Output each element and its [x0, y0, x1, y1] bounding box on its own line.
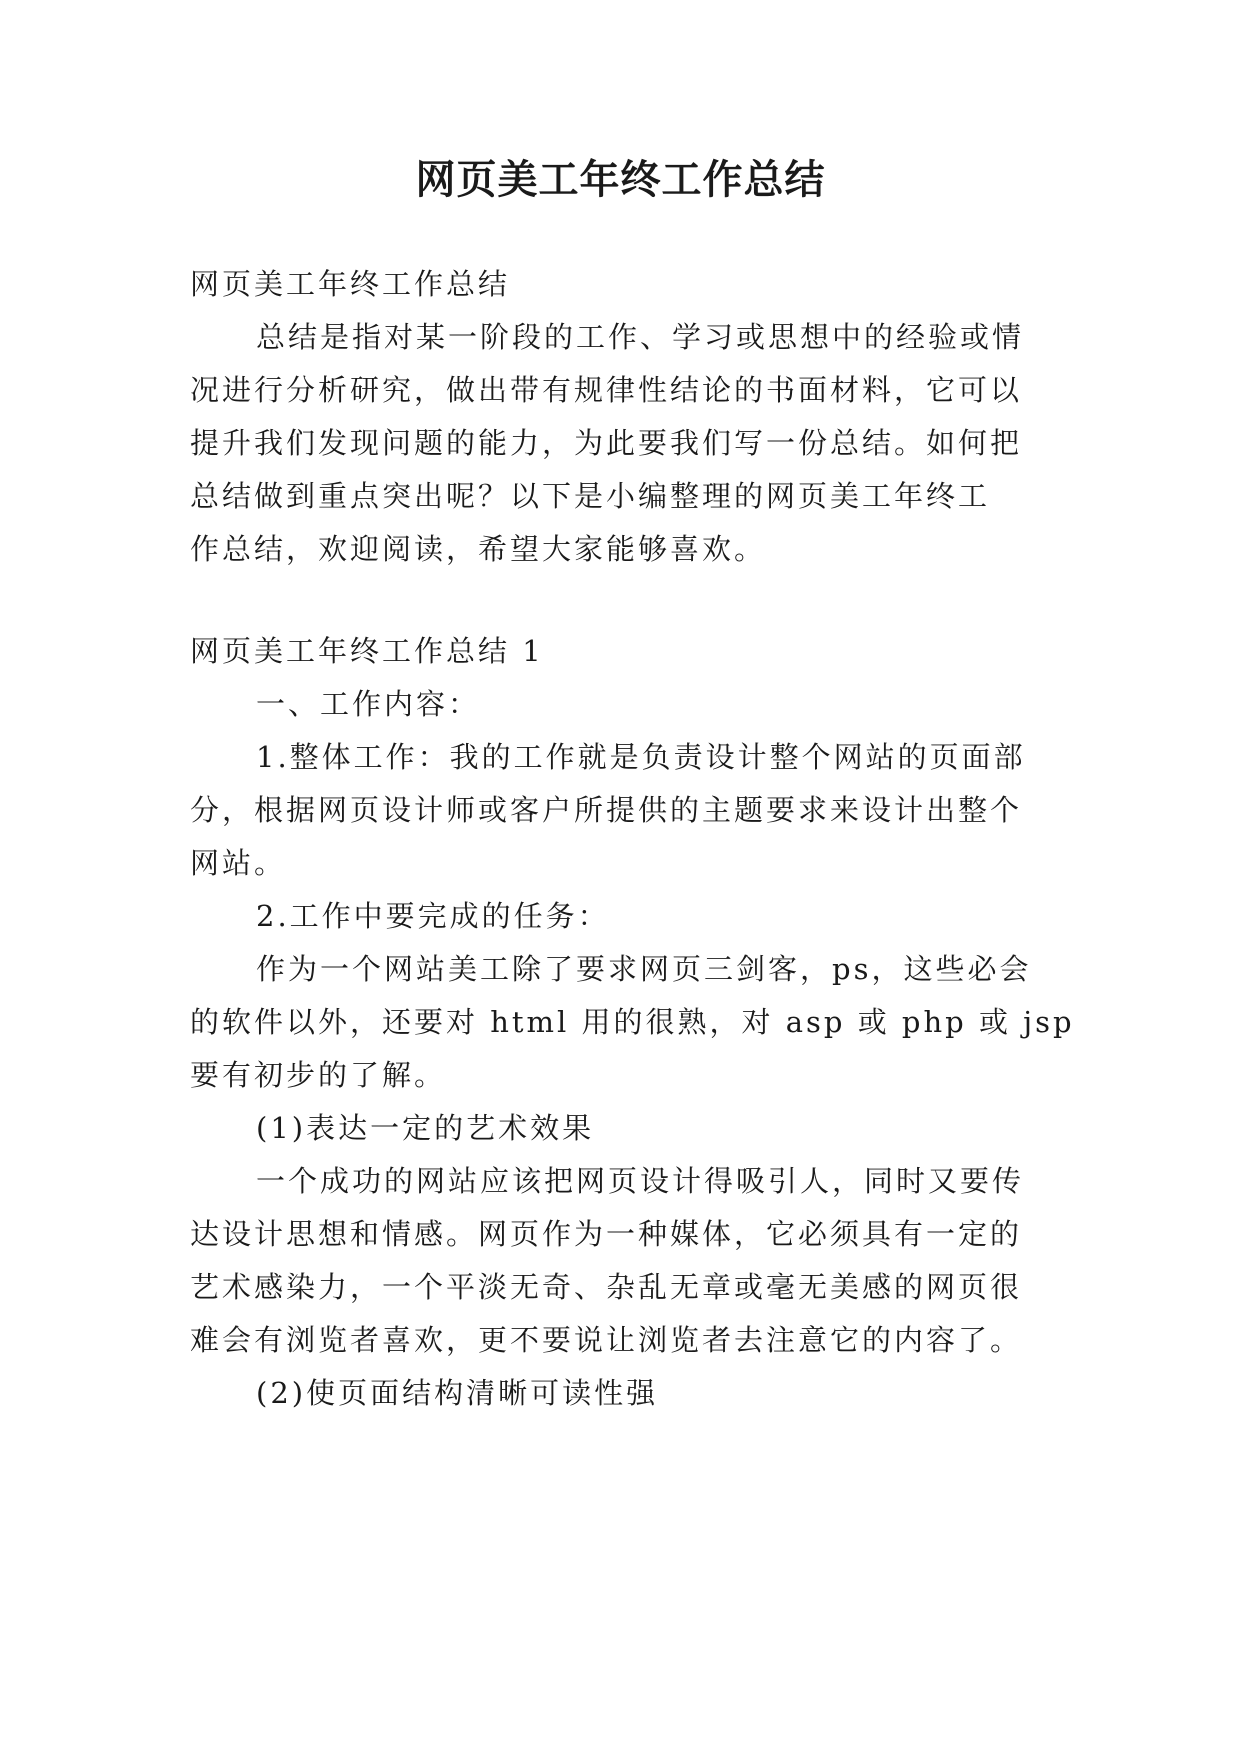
paragraph-line: 达设计思想和情感。网页作为一种媒体，它必须具有一定的 [190, 1217, 1023, 1251]
subheading: (1)表达一定的艺术效果 [256, 1111, 595, 1145]
subheading: (2)使页面结构清晰可读性强 [256, 1376, 659, 1410]
subheading: 2.工作中要完成的任务： [256, 899, 610, 933]
intro-heading: 网页美工年终工作总结 [190, 267, 511, 301]
document-title: 网页美工年终工作总结 [415, 156, 826, 203]
paragraph-line: 提升我们发现问题的能力，为此要我们写一份总结。如何把 [190, 426, 1023, 460]
section-heading: 网页美工年终工作总结 1 [190, 634, 544, 668]
paragraph-line: 艺术感染力，一个平淡无奇、杂乱无章或毫无美感的网页很 [190, 1270, 1023, 1304]
subheading: 一、工作内容： [256, 687, 481, 721]
paragraph-line: 要有初步的了解。 [190, 1058, 447, 1092]
paragraph-line: 的软件以外，还要对 html 用的很熟，对 asp 或 php 或 jsp [190, 1005, 1075, 1039]
paragraph-line: 1.整体工作：我的工作就是负责设计整个网站的页面部 [256, 740, 1026, 774]
paragraph-line: 况进行分析研究，做出带有规律性结论的书面材料，它可以 [190, 373, 1023, 407]
paragraph-line: 总结做到重点突出呢？以下是小编整理的网页美工年终工 [190, 479, 991, 513]
paragraph-line: 网站。 [190, 846, 287, 880]
paragraph-line: 作为一个网站美工除了要求网页三剑客，ps，这些必会 [256, 952, 1032, 986]
paragraph-line: 一个成功的网站应该把网页设计得吸引人，同时又要传 [256, 1164, 1025, 1198]
paragraph-line: 难会有浏览者喜欢，更不要说让浏览者去注意它的内容了。 [190, 1323, 1023, 1357]
paragraph-line: 总结是指对某一阶段的工作、学习或思想中的经验或情 [256, 320, 1025, 354]
paragraph-line: 分，根据网页设计师或客户所提供的主题要求来设计出整个 [190, 793, 1023, 827]
paragraph-line: 作总结，欢迎阅读，希望大家能够喜欢。 [190, 532, 767, 566]
